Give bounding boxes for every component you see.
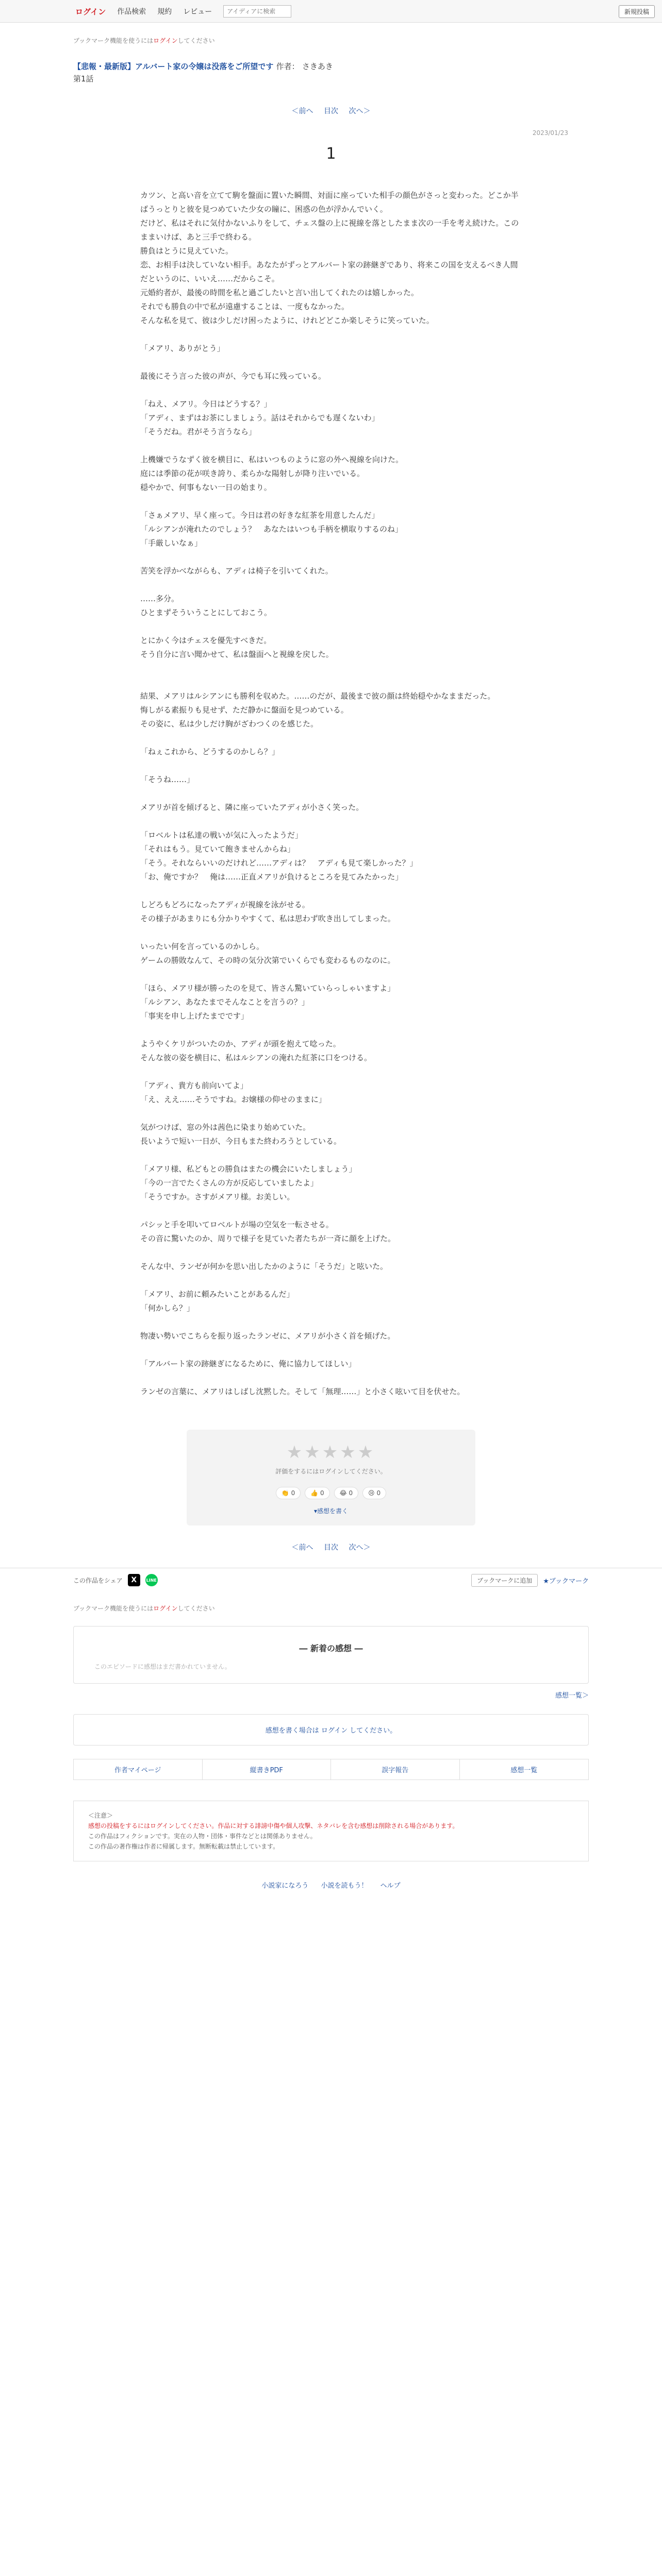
body-paragraph <box>140 1023 522 1037</box>
body-paragraph: いったい何を言っているのかしら。 <box>140 942 264 951</box>
body-paragraph: 「ルシアン、あなたまでそんなことを言うの？」 <box>140 997 309 1007</box>
body-paragraph: 「そう。それならいいのだけれど……アディは？ アディも見て楽しかった？」 <box>140 858 418 868</box>
body-paragraph: 「ねぇこれから、どうするのかしら？」 <box>140 747 280 756</box>
next-link-bottom[interactable]: 次へ＞ <box>349 1544 371 1552</box>
body-paragraph: そんな私を見て、彼は少しだけ困ったように、けれどどこか楽しそうに笑っていた。 <box>140 316 434 325</box>
body-paragraph <box>140 1107 522 1121</box>
body-paragraph: 「それはもう。見ていて飽きませんからね」 <box>140 844 295 854</box>
bookmark-notice-bottom: ブックマーク機能を使うにはログインしてください <box>73 1605 215 1612</box>
body-paragraph: 「そうですか。さすがメアリ様。お美しい。 <box>140 1192 295 1201</box>
body-paragraph: 上機嫌でうなずく彼を横目に、私はいつものように窓の外へ視線を向けた。 <box>140 455 404 464</box>
bottom-link-help[interactable]: ヘルプ <box>380 1882 401 1890</box>
body-paragraph: そんな中、ランゼが何かを思い出したかのように「そうだ」と呟いた。 <box>140 1262 388 1271</box>
lower-content <box>73 1604 589 1890</box>
bookmark-link[interactable]: ★ブックマーク <box>543 1577 589 1585</box>
body-paragraph: 「事実を申し上げたまでです」 <box>140 1011 249 1021</box>
body-paragraph: 「ルシアンが淹れたのでしょう？ あなたはいつも手柄を横取りするのね」 <box>140 524 403 534</box>
body-paragraph: カツン、と高い音を立てて駒を盤面に置いた瞬間、対面に座っていた相手の顔色がさっと変わった。どこか半ばうっとりと彼を見つめていた少女の瞳に、困惑の色が浮かんでいく。 <box>140 191 519 214</box>
body-paragraph <box>140 578 522 592</box>
review-login-box[interactable]: 感想を書く場合は ログイン してください。 <box>73 1714 589 1745</box>
body-paragraph <box>140 1371 522 1385</box>
bottom-link-narou[interactable]: 小説家になろう <box>261 1882 309 1890</box>
global-header <box>0 0 662 23</box>
new-post-button[interactable]: 新規投稿 <box>619 5 655 18</box>
footer-author-page[interactable]: 作者マイページ <box>74 1759 203 1780</box>
toc-link[interactable]: 目次 <box>324 107 338 115</box>
body-paragraph: その音に驚いたのか、周りで様子を見ていた者たちが一斉に顔を上げた。 <box>140 1234 396 1243</box>
body-paragraph: 「え、ええ……そうですね。お嬢様の仰せのままに」 <box>140 1095 326 1104</box>
body-paragraph: 結果、メアリはルシアンにも勝利を収めた。……のだが、最後まで彼の顔は終始穏やかなままだった。 <box>140 691 495 701</box>
toc-link-bottom[interactable]: 目次 <box>324 1544 338 1552</box>
body-paragraph <box>140 759 522 773</box>
caution-box <box>73 1801 589 1861</box>
vote-note: 評価をするにはログインしてください。 <box>275 1468 387 1475</box>
work-title-link[interactable]: 【悲報・最新版】アルバート家の令嬢は没落をご所望です <box>73 62 274 71</box>
body-paragraph: 「メアリ様、私どもとの勝負はまたの機会にいたしましょう」 <box>140 1164 357 1174</box>
latest-reviews-title: ― 新着の感想 ― <box>299 1643 363 1653</box>
nav-terms[interactable]: 規約 <box>157 8 172 16</box>
reaction-like[interactable]: 👍 0 <box>305 1487 329 1499</box>
body-paragraph: 「ほら、メアリ様が勝ったのを見て、皆さん驚いていらっしゃいますよ」 <box>140 984 395 993</box>
body-paragraph: とにかく今はチェスを優先すべきだ。 <box>140 636 272 645</box>
body-paragraph <box>140 926 522 940</box>
review-list-link[interactable]: 感想一覧＞ <box>555 1692 589 1700</box>
share-label: この作品をシェア <box>73 1577 123 1584</box>
body-paragraph: 「ねえ、メアリ。今日はどうする？」 <box>140 399 272 409</box>
body-paragraph <box>140 439 522 453</box>
reactions <box>187 1487 475 1499</box>
body-paragraph: 悔しがる素振りも見せず、ただ静かに盤面を見つめている。 <box>140 705 349 715</box>
body-paragraph: 物凄い勢いでこちらを振り返ったランゼに、メアリが小さく首を傾げた。 <box>140 1331 395 1341</box>
body-paragraph <box>140 355 522 369</box>
body-paragraph: 気がつけば、窓の外は茜色に染まり始めていた。 <box>140 1123 311 1132</box>
body-paragraph: 勝負はとうに見えていた。 <box>140 246 234 256</box>
body-paragraph <box>140 675 522 689</box>
body-paragraph: ようやくケリがついたのか、アディが頭を抱えて唸った。 <box>140 1039 341 1048</box>
write-review-link[interactable]: ▾感想を書く <box>313 1507 349 1515</box>
body-paragraph: だけど、私はそれに気付かないふりをして、チェス盤の上に視線を落としたまま次の一手を考え続けた。このままいけば、あと三手で終わる。 <box>140 218 519 242</box>
body-paragraph <box>140 1343 522 1357</box>
main-content <box>73 36 589 1552</box>
footer-review-list[interactable]: 感想一覧 <box>510 1767 538 1774</box>
footer-pdf[interactable]: 縦書きPDF <box>203 1759 332 1780</box>
chapter-title: 1 <box>326 145 336 163</box>
body-paragraph: 「メアリ、ありがとう」 <box>140 344 225 353</box>
episode-pager-top <box>73 106 589 116</box>
body-paragraph: 「メアリ、お前に頼みたいことがあるんだ」 <box>140 1290 294 1299</box>
body-paragraph: 「ロベルトは私達の戦いが気に入ったようだ」 <box>140 831 303 840</box>
notice-login-link[interactable]: ログイン <box>153 37 178 44</box>
prev-link[interactable]: ＜前へ <box>291 107 313 115</box>
bookmark-notice: ブックマーク機能を使うにはログインしてください <box>73 37 215 44</box>
novel-body <box>140 189 522 1399</box>
body-paragraph <box>140 815 522 828</box>
latest-reviews-box <box>73 1626 589 1684</box>
body-paragraph: そんな彼の姿を横目に、私はルシアンの淹れた紅茶に口をつける。 <box>140 1053 372 1062</box>
footer-typo-report[interactable]: 誤字報告 <box>331 1759 460 1780</box>
body-paragraph <box>140 884 522 898</box>
next-link[interactable]: 次へ＞ <box>349 107 371 115</box>
body-paragraph: ゲームの勝敗なんて、その時の気分次第でいくらでも変わるものなのに。 <box>140 956 395 965</box>
body-paragraph: 「さぁメアリ、早く座って。今日は君の好きな紅茶を用意したんだ」 <box>140 511 379 520</box>
body-paragraph: ひとまずそういうことにしておこう。 <box>140 608 272 617</box>
body-paragraph: 「そうだね。君がそう言うなら」 <box>140 427 257 436</box>
episode-pager-bottom <box>73 1542 589 1552</box>
caution-line-2: この作品はフィクションです。実在の人物・団体・事件などとは関係ありません。 <box>88 1833 317 1840</box>
reaction-cry[interactable]: 😢 0 <box>362 1487 386 1499</box>
body-paragraph <box>140 662 522 675</box>
prev-link-bottom[interactable]: ＜前へ <box>291 1544 313 1552</box>
body-paragraph: 穏やかで、何事もない一日の始まり。 <box>140 483 272 492</box>
body-paragraph: そう自分に言い聞かせて、私は盤面へと視線を戻した。 <box>140 650 334 659</box>
body-paragraph <box>140 1246 522 1260</box>
body-paragraph <box>140 1065 522 1079</box>
publish-date: 2023/01/23 <box>532 129 568 137</box>
body-paragraph <box>140 787 522 801</box>
body-paragraph: 「お、俺ですか？ 俺は……正直メアリが負けるところを見てみたかった」 <box>140 872 403 882</box>
body-paragraph: 最後にそう言った彼の声が、今でも耳に残っている。 <box>140 371 326 381</box>
body-paragraph <box>140 1148 522 1162</box>
notice-login-link-bottom[interactable]: ログイン <box>153 1605 178 1612</box>
body-paragraph <box>140 495 522 509</box>
add-bookmark-button[interactable]: ブックマークに追加 <box>471 1574 538 1587</box>
episode-number: 第1話 <box>73 74 94 83</box>
nav-review[interactable]: レビュー <box>183 8 212 16</box>
rating-stars[interactable]: ★★★★★ <box>286 1442 376 1463</box>
body-paragraph: その姿に、私は少しだけ胸がざわつくのを感じた。 <box>140 719 319 728</box>
caution-heading: ＜注意＞ <box>88 1812 113 1819</box>
author-link[interactable]: さきあき <box>302 62 333 71</box>
caution-line-3: この作品の著作権は作者に帰属します。無断転載は禁止しています。 <box>88 1843 279 1850</box>
bottom-link-yomou[interactable]: 小説を読もう！ <box>321 1882 368 1890</box>
caution-line-1: 感想の投稿をするにはログインしてください。作品に対する誹謗中傷や個人攻撃、ネタバレを含む感想は削除される場合があります。 <box>88 1822 459 1829</box>
body-paragraph: 元婚約者が、最後の時間を私と過ごしたいと言い出してくれたのは嬉しかった。 <box>140 288 419 297</box>
body-paragraph <box>140 1204 522 1218</box>
reaction-laugh[interactable]: 😂 0 <box>334 1487 358 1499</box>
latest-reviews-empty: このエピソードに感想はまだ書かれていません。 <box>94 1663 231 1670</box>
body-paragraph <box>140 383 522 397</box>
nav-search[interactable]: 作品検索 <box>117 8 146 16</box>
body-paragraph <box>140 550 522 564</box>
body-paragraph: パシッと手を叩いてロベルトが場の空気を一転させる。 <box>140 1220 334 1229</box>
body-paragraph: ランゼの言葉に、メアリはしばし沈黙した。そして「無理……」と小さく呟いて目を伏せた。 <box>140 1387 465 1396</box>
body-paragraph: その様子があまりにも分かりやすくて、私は思わず吹き出してしまった。 <box>140 914 395 923</box>
body-paragraph: しどろもどろになったアディが視線を泳がせる。 <box>140 900 310 909</box>
footer-nav <box>73 1759 589 1780</box>
login-link[interactable]: ログイン <box>75 7 106 16</box>
body-paragraph <box>140 328 522 342</box>
body-paragraph: 「アディ、まずはお茶にしましょう。話はそれからでも遅くないわ」 <box>140 413 379 422</box>
share-bar <box>0 1568 662 1591</box>
body-paragraph: メアリが首を傾げると、隣に座っていたアディが小さく笑った。 <box>140 803 364 812</box>
body-paragraph: 「何かしら？」 <box>140 1303 195 1313</box>
body-paragraph: 「そうね……」 <box>140 775 195 784</box>
body-paragraph: 「今の一言でたくさんの方が反応していましたよ」 <box>140 1178 319 1188</box>
body-paragraph: 「アルバート家の跡継ぎになるために、俺に協力してほしい」 <box>140 1359 356 1368</box>
body-paragraph: それでも勝負の中で私が遠慮することは、一度もなかった。 <box>140 302 350 311</box>
work-title-block: 【悲報・最新版】アルバート家の令嬢は没落をご所望です 作者： さきあき 第1話 <box>73 62 333 83</box>
body-paragraph: 庭には季節の花が咲き誇り、柔らかな陽射しが降り注いでいる。 <box>140 469 365 478</box>
body-paragraph <box>140 1315 522 1329</box>
body-paragraph: 「手厳しいなぁ」 <box>140 538 203 548</box>
body-paragraph: 苦笑を浮かべながらも、アディは椅子を引いてくれた。 <box>140 566 333 575</box>
body-paragraph <box>140 968 522 981</box>
body-paragraph <box>140 731 522 745</box>
body-paragraph: 長いようで短い一日が、今日もまた終わろうとしている。 <box>140 1137 342 1146</box>
body-paragraph <box>140 1274 522 1287</box>
bottom-links <box>73 1880 589 1890</box>
body-paragraph: 「アディ、貴方も前向いてよ」 <box>140 1081 248 1090</box>
vote-box <box>187 1430 475 1526</box>
reaction-clap[interactable]: 👏 0 <box>276 1487 301 1499</box>
search-input[interactable] <box>223 5 291 18</box>
body-paragraph <box>140 620 522 634</box>
line-share-icon[interactable]: LINE <box>145 1574 158 1586</box>
x-share-icon[interactable]: X <box>128 1574 140 1586</box>
body-paragraph: ……多分。 <box>140 594 179 603</box>
body-paragraph: 恋、お相手は決していない相手。あなたがずっとアルバート家の跡継ぎであり、将来この国を支えるべき人間だというのに、いいえ……だからこそ。 <box>140 260 518 283</box>
